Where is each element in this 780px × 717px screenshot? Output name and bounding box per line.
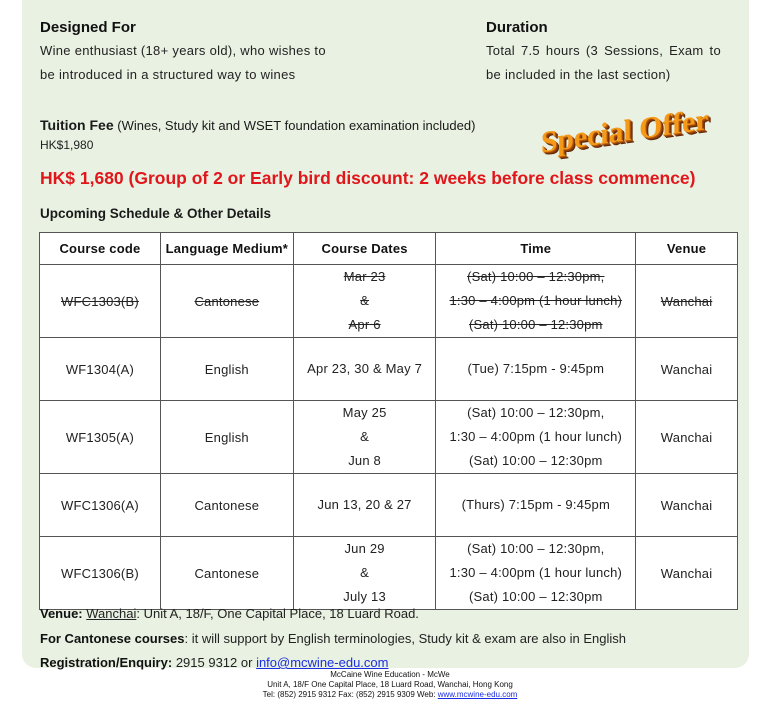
special-offer-badge: Special Offer bbox=[540, 102, 709, 160]
duration-line-1: Total 7.5 hours (3 Sessions, Exam to bbox=[486, 43, 721, 58]
time-line: (Thurs) 7:15pm - 9:45pm bbox=[461, 497, 610, 512]
cantonese-note-text: : it will support by English terminologies, Study kit & exam are also in English bbox=[184, 631, 626, 646]
date-line: & bbox=[360, 565, 370, 580]
company-name: McCaine Wine Education - McWe bbox=[330, 670, 450, 679]
course-code: WFC1306(A) bbox=[40, 474, 161, 537]
course-dates bbox=[293, 474, 436, 537]
course-code: WFC1303(B) bbox=[40, 265, 161, 338]
language: English bbox=[160, 401, 293, 474]
table-row bbox=[40, 338, 738, 401]
table-row bbox=[40, 474, 738, 537]
course-dates bbox=[293, 401, 436, 474]
time-line: 1:30 – 4:00pm (1 hour lunch) bbox=[449, 293, 623, 308]
duration-title: Duration bbox=[486, 19, 548, 36]
company-web-link[interactable]: www.mcwine-edu.com bbox=[437, 690, 518, 699]
course-code: WF1304(A) bbox=[40, 338, 161, 401]
table-row bbox=[40, 537, 738, 610]
venue: Wanchai bbox=[636, 401, 738, 474]
duration-text bbox=[486, 39, 721, 87]
venue-note bbox=[40, 606, 419, 621]
designed-for-line-1: Wine enthusiast (18+ years old), who wishes to bbox=[40, 43, 326, 58]
course-time bbox=[436, 537, 636, 610]
registration-email-link[interactable]: info@mcwine-edu.com bbox=[256, 655, 389, 670]
tuition-fee-title: Tuition Fee bbox=[40, 117, 114, 133]
time-line: (Sat) 10:00 – 12:30pm, bbox=[467, 405, 605, 420]
date-line: May 25 bbox=[342, 405, 387, 420]
date-line: Jun 8 bbox=[348, 453, 381, 468]
time-line: (Sat) 10:00 – 12:30pm, bbox=[467, 541, 605, 556]
venue-note-address: : Unit A, 18/F, One Capital Place, 18 Luard Road. bbox=[136, 606, 419, 621]
schedule-header-row bbox=[40, 233, 738, 265]
course-dates bbox=[293, 338, 436, 401]
company-phone-fax: Tel: (852) 2915 9312 Fax: (852) 2915 9309 Web: bbox=[262, 690, 436, 699]
date-line: July 13 bbox=[343, 589, 386, 604]
designed-for-title: Designed For bbox=[40, 19, 136, 36]
header-course-dates: Course Dates bbox=[293, 233, 436, 265]
course-time bbox=[436, 338, 636, 401]
cantonese-note bbox=[40, 631, 626, 646]
date-line: Apr 6 bbox=[348, 317, 381, 332]
date-line: Jun 13, 20 & 27 bbox=[317, 497, 412, 512]
date-line: Mar 23 bbox=[343, 269, 386, 284]
venue: Wanchai bbox=[636, 537, 738, 610]
schedule-table bbox=[39, 232, 738, 610]
header-course-code: Course code bbox=[40, 233, 161, 265]
registration-note bbox=[40, 655, 388, 670]
registration-label: Registration/Enquiry: bbox=[40, 655, 173, 670]
venue: Wanchai bbox=[636, 474, 738, 537]
date-line: Apr 23, 30 & May 7 bbox=[307, 361, 423, 376]
venue-note-label: Venue: bbox=[40, 606, 83, 621]
date-line: & bbox=[360, 293, 370, 308]
schedule-title: Upcoming Schedule & Other Details bbox=[40, 206, 272, 221]
time-line: (Sat) 10:00 – 12:30pm bbox=[469, 589, 603, 604]
date-line: Jun 29 bbox=[344, 541, 385, 556]
company-footer bbox=[0, 670, 780, 700]
time-line: (Sat) 10:00 – 12:30pm bbox=[469, 453, 603, 468]
registration-phone: 2915 9312 or bbox=[175, 655, 253, 670]
course-code: WFC1306(B) bbox=[40, 537, 161, 610]
date-line: & bbox=[360, 429, 370, 444]
course-time bbox=[436, 401, 636, 474]
language: English bbox=[160, 338, 293, 401]
header-time: Time bbox=[436, 233, 636, 265]
tuition-fee-base: HK$1,980 bbox=[40, 138, 94, 152]
course-time bbox=[436, 265, 636, 338]
venue: Wanchai bbox=[636, 265, 738, 338]
time-line: 1:30 – 4:00pm (1 hour lunch) bbox=[449, 429, 623, 444]
table-row bbox=[40, 401, 738, 474]
time-line: (Tue) 7:15pm - 9:45pm bbox=[467, 361, 605, 376]
course-dates bbox=[293, 537, 436, 610]
company-contact bbox=[0, 690, 780, 700]
time-line: (Sat) 10:00 – 12:30pm bbox=[469, 317, 603, 332]
language: Cantonese bbox=[160, 537, 293, 610]
company-address: Unit A, 18/F One Capital Place, 18 Luard Road, Wanchai, Hong Kong bbox=[267, 680, 513, 689]
tuition-fee-discount: HK$ 1,680 (Group of 2 or Early bird discount: 2 weeks before class commence) bbox=[40, 168, 696, 188]
venue: Wanchai bbox=[636, 338, 738, 401]
course-time bbox=[436, 474, 636, 537]
table-row bbox=[40, 265, 738, 338]
tuition-fee-line bbox=[40, 117, 475, 133]
time-line: (Sat) 10:00 – 12:30pm, bbox=[467, 269, 605, 284]
course-dates bbox=[293, 265, 436, 338]
header-language: Language Medium* bbox=[160, 233, 293, 265]
course-code: WF1305(A) bbox=[40, 401, 161, 474]
tuition-fee-note: (Wines, Study kit and WSET foundation examination included) bbox=[117, 118, 476, 133]
designed-for-text bbox=[40, 39, 326, 87]
cantonese-note-label: For Cantonese courses bbox=[40, 631, 185, 646]
designed-for-line-2: be introduced in a structured way to wines bbox=[40, 67, 296, 82]
duration-line-2: be included in the last section) bbox=[486, 67, 671, 82]
language: Cantonese bbox=[160, 474, 293, 537]
time-line: 1:30 – 4:00pm (1 hour lunch) bbox=[449, 565, 623, 580]
venue-note-place: Wanchai bbox=[86, 606, 137, 621]
header-venue: Venue bbox=[636, 233, 738, 265]
language: Cantonese bbox=[160, 265, 293, 338]
